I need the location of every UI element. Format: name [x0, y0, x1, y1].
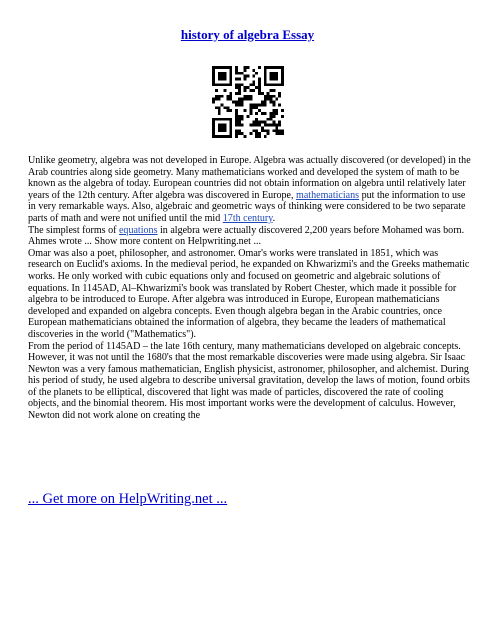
get-more-link[interactable]: ... Get more on HelpWriting.net ... — [28, 491, 228, 507]
paragraph-4: From the period of 1145AD – the late 16th century, many mathematicians developed on algebraic concepts. However, it was not until the 1680's that the most remarkable discoveries were made using algebra. Sir Isaac Newton was a very famous mathematician, English physicist, astronomer, philosopher, and alchemist. During his period of study, he used algebra to describe universal gravitation, develop the laws of motion, found orbits of the planets to be elliptical, discovered that light was made of particles, discovered the rate of cooling objects, and the binomial theorem. His most important works were the development of calculus. However, Newton did not work alone on creating the — [28, 340, 470, 422]
essay-body — [28, 155, 474, 422]
mathematicians-link[interactable]: mathematicians — [296, 189, 360, 201]
paragraph-2-text-b: in algebra were actually discovered 2,200 years before Mohamed was born. Ahmes wrote ... Show more content on Helpwriting.net ... — [28, 224, 465, 248]
paragraph-2-text-a: The simplest forms of — [28, 224, 119, 236]
equations-link[interactable]: equations — [118, 224, 158, 236]
paragraph-3: Omar was also a poet, philosopher, and astronomer. Omar's works were translated in 1851, which was research on Euclid's axioms. In the medieval period, he expanded on Khwarizmi's and the Greeks mathematic works. He only worked with cubic equations only and focused on geometric and algebraic solutions of equations. In 1145AD, Al–Khwarizmi's book was translated by Robert Chester, which made it possible for algebra to be introduced to Europe. After algebra was introduced in Europe, European mathematicians developed and expanded on algebra concepts. Even though algebra began in the Arabic countries, once European mathematicians obtained the information of algebra, they became the leaders of mathematical discoveries in the world ("Mathematics"). — [28, 247, 470, 340]
17th-century-link[interactable]: 17th century — [222, 212, 273, 224]
paragraph-1 — [28, 155, 474, 225]
paragraph-2 — [28, 225, 474, 248]
qr-code-icon — [212, 66, 284, 138]
page-title[interactable]: history of algebra Essay — [180, 27, 315, 42]
paragraph-1-text-c: . — [272, 212, 276, 224]
paragraph-1-text-a: Unlike geometry, algebra was not developed in Europe. Algebra was actually discovered (or developed) in the Arab countries along side geometry. Many mathematicians worked and developed the system of math to be known as the algebra of today. European countries did not obtain information on algebra until relatively later years of the 12th century. After algebra was discovered in Europe, — [28, 155, 471, 201]
paragraph-1-text-b: put the information to use in very remarkable ways. Also, algebraic and geometric ways of thinking were considered to be two separate parts of math and were not unified until the mid — [28, 189, 466, 224]
